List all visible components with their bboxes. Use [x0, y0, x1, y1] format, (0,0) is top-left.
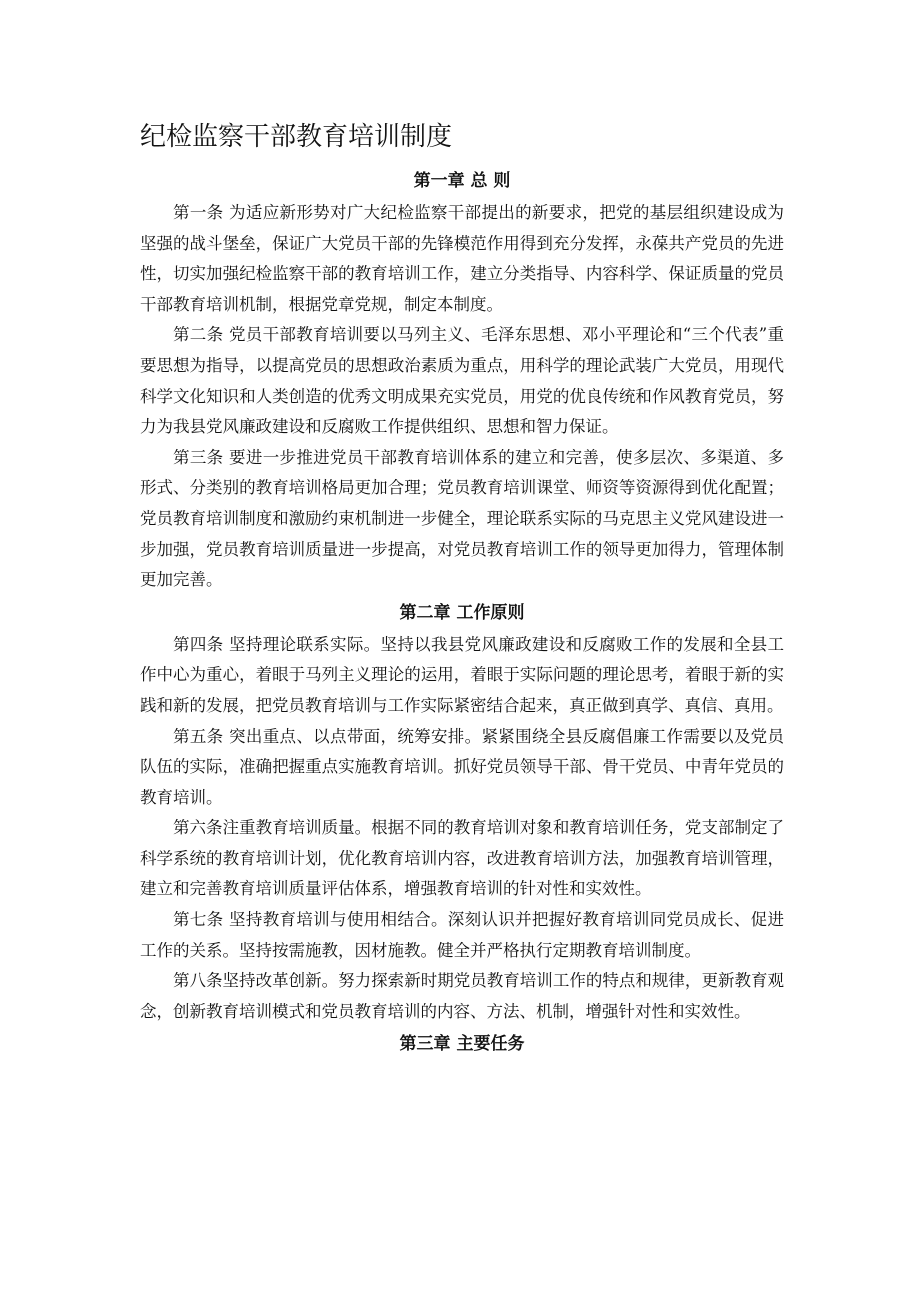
document-title: 纪检监察干部教育培训制度 — [140, 122, 453, 152]
article-1: 第一条 为适应新形势对广大纪检监察干部提出的新要求，把党的基层组织建设成为坚强的战斗堡垒，保证广大党员干部的先锋模范作用得到充分发挥，永葆共产党员的先进性，切实加强纪检监察干部的教育培训工作，建立分类指导、内容科学、保证质量的党员干部教育培训机制，根据党章党规，制定本制度。 — [140, 203, 784, 314]
article-5: 第五条 突出重点、以点带面，统筹安排。紧紧围绕全县反腐倡廉工作需要以及党员队伍的实际，准确把握重点实施教育培训。抓好党员领导干部、骨干党员、中青年党员的教育培训。 — [140, 726, 784, 807]
article-4: 第四条 坚持理论联系实际。坚持以我县党风廉政建设和反腐败工作的发展和全县工作中心为重心，着眼于马列主义理论的运用，着眼于实际问题的理论思考，着眼于新的实践和新的发展，把党员教育培训与工作实际紧密结合起来，真正做到真学、真信、真用。 — [140, 634, 784, 715]
article-2: 第二条 党员干部教育培训要以马列主义、毛泽东思想、邓小平理论和“三个代表”重要思想为指导，以提高党员的思想政治素质为重点，用科学的理论武装广大党员，用现代科学文化知识和人类创造的优秀文明成果充实党员，用党的优良传统和作风教育党员，努力为我县党风廉政建设和反腐败工作提供组织、思想和智力保证。 — [140, 325, 784, 437]
document-body — [140, 164, 784, 1061]
article-8: 第八条坚持改革创新。努力探索新时期党员教育培训工作的特点和规律，更新教育观念，创新教育培训模式和党员教育培训的内容、方法、机制，增强针对性和实效性。 — [140, 971, 784, 1021]
article-6: 第六条注重教育培训质量。根据不同的教育培训对象和教育培训任务，党支部制定了科学系统的教育培训计划，优化教育培训内容，改进教育培训方法，加强教育培训管理，建立和完善教育培训质量评估体系，增强教育培训的针对性和实效性。 — [140, 818, 784, 899]
chapter-heading-2: 第二章 工作原则 — [399, 602, 525, 623]
article-7: 第七条 坚持教育培训与使用相结合。深刻认识并把握好教育培训同党员成长、促进工作的关系。坚持按需施教，因材施教。健全并严格执行定期教育培训制度。 — [140, 910, 784, 960]
article-3: 第三条 要进一步推进党员干部教育培训体系的建立和完善，使多层次、多渠道、多形式、分类别的教育培训格局更加合理；党员教育培训课堂、师资等资源得到优化配置；党员教育培训制度和激励约束机制进一步健全，理论联系实际的马克思主义党风建设进一步加强，党员教育培训质量进一步提高，对党员教育培训工作的领导更加得力，管理体制更加完善。 — [140, 447, 784, 590]
chapter-heading-3: 第三章 主要任务 — [399, 1034, 525, 1055]
chapter-heading-1: 第一章 总 则 — [413, 171, 511, 191]
